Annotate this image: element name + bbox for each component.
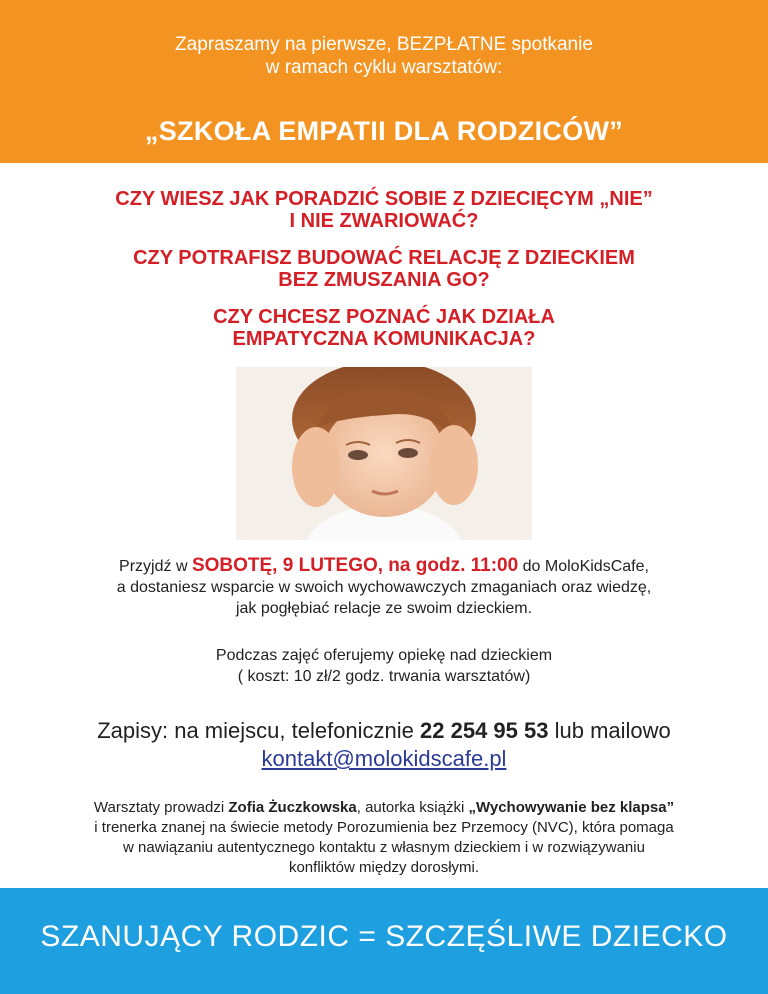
footer-slogan: SZANUJĄCY RODZIC = SZCZĘŚLIWE DZIECKO bbox=[40, 920, 728, 953]
question-3-line-2: EMPATYCZNA KOMUNIKACJA? bbox=[232, 328, 536, 350]
event-suffix: do MoloKidsCafe, bbox=[522, 558, 649, 575]
phone-number[interactable]: 22 254 95 53 bbox=[420, 718, 549, 743]
child-illustration bbox=[236, 367, 532, 540]
child-covering-ears-photo bbox=[236, 367, 532, 540]
question-1 bbox=[0, 188, 768, 232]
signup-line bbox=[0, 717, 768, 745]
childcare-line-2: ( koszt: 10 zł/2 godz. trwania warsztatów) bbox=[237, 668, 531, 685]
header-banner bbox=[0, 0, 768, 163]
question-1-line-2: I NIE ZWARIOWAĆ? bbox=[289, 210, 479, 232]
questions-block bbox=[0, 188, 768, 365]
leader-name: Zofia Żuczkowska bbox=[228, 799, 357, 816]
signup-middle: lub mailowo bbox=[554, 718, 671, 743]
childcare-line-1: Podczas zajęć oferujemy opiekę nad dzieckiem bbox=[215, 647, 553, 664]
signup-prefix: Zapisy: na miejscu, telefonicznie bbox=[97, 718, 414, 743]
event-date-time: SOBOTĘ, 9 LUTEGO, na godz. 11:00 bbox=[191, 555, 519, 576]
leader-info bbox=[0, 798, 768, 878]
intro-text bbox=[0, 33, 768, 79]
question-3-line-1: CZY CHCESZ POZNAĆ JAK DZIAŁA bbox=[213, 306, 555, 328]
email-link[interactable]: kontakt@molokidscafe.pl bbox=[261, 746, 507, 771]
question-3 bbox=[0, 306, 768, 350]
event-prefix: Przyjdź w bbox=[119, 558, 188, 575]
leader-line-3: w nawiązaniu autentycznego kontaktu z własnym dzieckiem i w rozwiązywaniu bbox=[123, 839, 645, 856]
footer-banner bbox=[0, 888, 768, 994]
signup-info bbox=[0, 717, 768, 773]
event-line-3: jak pogłębiać relacje ze swoim dzieckiem. bbox=[235, 600, 533, 617]
workshop-title: „SZKOŁA EMPATII DLA RODZICÓW” bbox=[144, 116, 624, 146]
event-line-1 bbox=[0, 555, 768, 577]
question-2-line-2: BEZ ZMUSZANIA GO? bbox=[278, 269, 490, 291]
leader-prefix: Warsztaty prowadzi bbox=[93, 799, 225, 816]
event-line-2: a dostaniesz wsparcie w swoich wychowawczych zmaganiach oraz wiedzę, bbox=[116, 579, 652, 596]
intro-line-1: Zapraszamy na pierwsze, BEZPŁATNE spotkanie bbox=[175, 34, 593, 55]
childcare-info bbox=[0, 645, 768, 687]
event-info bbox=[0, 555, 768, 619]
leader-line-2: i trenerka znanej na świecie metody Porozumienia bez Przemocy (NVC), która pomaga bbox=[94, 819, 674, 836]
book-title: „Wychowywanie bez klapsa” bbox=[468, 799, 675, 816]
intro-line-2: w ramach cyklu warsztatów: bbox=[265, 57, 503, 78]
question-2-line-1: CZY POTRAFISZ BUDOWAĆ RELACJĘ Z DZIECKIEM bbox=[133, 247, 635, 269]
question-1-line-1: CZY WIESZ JAK PORADZIĆ SOBIE Z DZIECIĘCYM „NIE” bbox=[115, 188, 653, 210]
leader-line-1 bbox=[0, 798, 768, 818]
leader-line-4: konfliktów między dorosłymi. bbox=[288, 859, 480, 876]
leader-middle: , autorka książki bbox=[356, 799, 465, 816]
question-2 bbox=[0, 247, 768, 291]
